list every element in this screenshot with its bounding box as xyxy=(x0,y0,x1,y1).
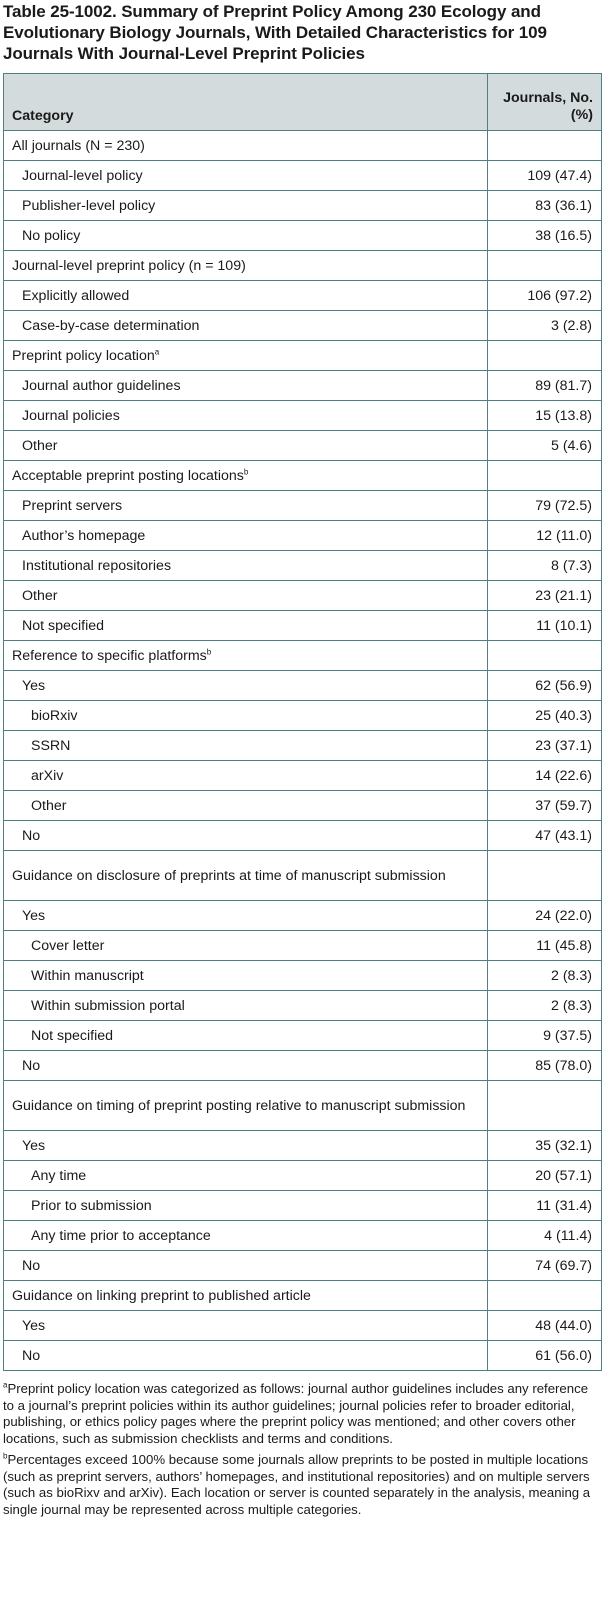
row-category xyxy=(4,641,488,671)
table-row xyxy=(4,931,602,961)
footnotes xyxy=(3,1381,603,1518)
row-value: 11 (45.8) xyxy=(488,931,602,961)
row-category xyxy=(4,221,488,251)
table-row xyxy=(4,461,602,491)
row-category xyxy=(4,281,488,311)
table-row xyxy=(4,1341,602,1371)
table-row xyxy=(4,191,602,221)
row-label: No xyxy=(22,1257,41,1274)
row-label: Other xyxy=(22,587,58,604)
row-value: 8 (7.3) xyxy=(488,551,602,581)
footnote-marker: b xyxy=(3,1451,8,1461)
table-row xyxy=(4,311,602,341)
row-label: Yes xyxy=(22,1137,46,1154)
table-body xyxy=(4,131,602,1371)
table-row xyxy=(4,581,602,611)
row-value xyxy=(488,1281,602,1311)
row-label: Explicitly allowed xyxy=(22,287,130,304)
table-row xyxy=(4,1281,602,1311)
row-label: Within manuscript xyxy=(31,967,144,984)
row-category xyxy=(4,1161,488,1191)
row-value: 25 (40.3) xyxy=(488,701,602,731)
row-value: 38 (16.5) xyxy=(488,221,602,251)
row-category xyxy=(4,611,488,641)
row-category xyxy=(4,341,488,371)
row-category xyxy=(4,1251,488,1281)
table-row xyxy=(4,161,602,191)
row-label: Journal-level preprint policy (n = 109) xyxy=(12,257,246,274)
table-row xyxy=(4,371,602,401)
row-value xyxy=(488,641,602,671)
table-row xyxy=(4,701,602,731)
row-label: Within submission portal xyxy=(31,997,185,1014)
footnote-marker: b xyxy=(243,466,249,476)
row-label: Prior to submission xyxy=(31,1197,152,1214)
row-value xyxy=(488,251,602,281)
footnote-text: Percentages exceed 100% because some journals allow preprints to be posted in multiple locations (such as preprint servers, authors’ homepages, and institutional repositories) and on multiple servers (such as bioRixv and arXiv). Each location or server is counted separately in the analysis, meaning a single journal may be represented across multiple categories. xyxy=(3,1452,591,1517)
row-value: 79 (72.5) xyxy=(488,491,602,521)
row-value: 109 (47.4) xyxy=(488,161,602,191)
row-value: 11 (10.1) xyxy=(488,611,602,641)
table-row xyxy=(4,251,602,281)
footnote-marker: b xyxy=(206,646,212,656)
row-value: 48 (44.0) xyxy=(488,1311,602,1341)
table-row xyxy=(4,1051,602,1081)
row-value: 83 (36.1) xyxy=(488,191,602,221)
row-label: All journals (N = 230) xyxy=(12,137,145,154)
row-category xyxy=(4,401,488,431)
row-label: Journal policies xyxy=(22,407,120,424)
column-header-category: Category xyxy=(4,74,488,131)
row-category xyxy=(4,551,488,581)
footnote-marker: a xyxy=(3,1380,8,1390)
row-label: Yes xyxy=(22,907,46,924)
row-value: 9 (37.5) xyxy=(488,1021,602,1051)
row-value: 61 (56.0) xyxy=(488,1341,602,1371)
footnote-marker: a xyxy=(154,346,160,356)
table-row xyxy=(4,641,602,671)
table-row xyxy=(4,1021,602,1051)
row-label: SSRN xyxy=(31,737,71,754)
row-category xyxy=(4,491,488,521)
row-label: Any time xyxy=(31,1167,87,1184)
table-row xyxy=(4,1081,602,1131)
row-label: Reference to specific platforms xyxy=(12,647,207,664)
table-row xyxy=(4,221,602,251)
row-category xyxy=(4,1081,488,1131)
row-label: Other xyxy=(22,437,58,454)
table-row xyxy=(4,491,602,521)
row-category xyxy=(4,931,488,961)
row-value: 24 (22.0) xyxy=(488,901,602,931)
row-label: Any time prior to acceptance xyxy=(31,1227,211,1244)
table-row xyxy=(4,731,602,761)
table-row xyxy=(4,991,602,1021)
row-label: arXiv xyxy=(31,767,64,784)
table-header-row xyxy=(4,74,602,131)
row-value: 5 (4.6) xyxy=(488,431,602,461)
row-category xyxy=(4,581,488,611)
row-label: No xyxy=(22,827,41,844)
table-row xyxy=(4,671,602,701)
table-row xyxy=(4,851,602,901)
row-category xyxy=(4,821,488,851)
row-category xyxy=(4,431,488,461)
table-row xyxy=(4,431,602,461)
row-category xyxy=(4,1341,488,1371)
table-row xyxy=(4,821,602,851)
row-label: No xyxy=(22,1347,41,1364)
row-value xyxy=(488,131,602,161)
row-value: 89 (81.7) xyxy=(488,371,602,401)
table-row xyxy=(4,551,602,581)
row-category xyxy=(4,761,488,791)
table-title: Table 25-1002. Summary of Preprint Policy Among 230 Ecology and Evolutionary Biology Journals, With Detailed Characteristics for 109 Journals With Journal-Level Preprint Policies xyxy=(3,2,547,63)
row-value: 14 (22.6) xyxy=(488,761,602,791)
table-row xyxy=(4,1161,602,1191)
row-value: 47 (43.1) xyxy=(488,821,602,851)
row-category xyxy=(4,191,488,221)
row-label: No policy xyxy=(22,227,81,244)
table-row xyxy=(4,901,602,931)
row-label: Institutional repositories xyxy=(22,557,172,574)
table-row xyxy=(4,1191,602,1221)
row-value xyxy=(488,1081,602,1131)
row-category xyxy=(4,161,488,191)
table-row xyxy=(4,1311,602,1341)
row-category xyxy=(4,671,488,701)
row-label: Preprint servers xyxy=(22,497,123,514)
row-value: 106 (97.2) xyxy=(488,281,602,311)
row-value xyxy=(488,851,602,901)
row-label: Author’s homepage xyxy=(22,527,146,544)
row-category xyxy=(4,791,488,821)
row-value: 35 (32.1) xyxy=(488,1131,602,1161)
row-label: Preprint policy location xyxy=(12,347,155,364)
row-category xyxy=(4,1051,488,1081)
table-row xyxy=(4,281,602,311)
row-category xyxy=(4,851,488,901)
table-row xyxy=(4,791,602,821)
row-value: 20 (57.1) xyxy=(488,1161,602,1191)
row-label: Guidance on timing of preprint posting relative to manuscript submission xyxy=(12,1097,466,1114)
column-header-journals: Journals, No. (%) xyxy=(488,74,602,131)
table-row xyxy=(4,131,602,161)
row-value: 12 (11.0) xyxy=(488,521,602,551)
table-row xyxy=(4,401,602,431)
row-category xyxy=(4,961,488,991)
row-label: Case-by-case determination xyxy=(22,317,200,334)
row-value: 4 (11.4) xyxy=(488,1221,602,1251)
table-row xyxy=(4,1221,602,1251)
row-value: 11 (31.4) xyxy=(488,1191,602,1221)
row-category xyxy=(4,461,488,491)
row-category xyxy=(4,1311,488,1341)
row-category xyxy=(4,1281,488,1311)
row-category xyxy=(4,731,488,761)
row-category xyxy=(4,991,488,1021)
row-value: 2 (8.3) xyxy=(488,991,602,1021)
table-row xyxy=(4,611,602,641)
row-value: 85 (78.0) xyxy=(488,1051,602,1081)
row-category xyxy=(4,311,488,341)
row-label: Other xyxy=(31,797,67,814)
row-value: 62 (56.9) xyxy=(488,671,602,701)
row-value: 74 (69.7) xyxy=(488,1251,602,1281)
row-value xyxy=(488,341,602,371)
row-value: 2 (8.3) xyxy=(488,961,602,991)
row-label: Not specified xyxy=(31,1027,114,1044)
row-value: 23 (37.1) xyxy=(488,731,602,761)
row-category xyxy=(4,131,488,161)
row-label: Not specified xyxy=(22,617,105,634)
row-category xyxy=(4,371,488,401)
row-label: Guidance on linking preprint to published article xyxy=(12,1287,311,1304)
row-category xyxy=(4,1131,488,1161)
row-label: Journal-level policy xyxy=(22,167,143,184)
row-label: Yes xyxy=(22,1317,46,1334)
footnote xyxy=(3,1452,597,1518)
row-category xyxy=(4,1191,488,1221)
table-row xyxy=(4,341,602,371)
row-label: Cover letter xyxy=(31,937,105,954)
table-row xyxy=(4,1131,602,1161)
row-value: 23 (21.1) xyxy=(488,581,602,611)
table-row xyxy=(4,761,602,791)
row-value xyxy=(488,461,602,491)
row-category xyxy=(4,1021,488,1051)
table-row xyxy=(4,1251,602,1281)
row-value: 37 (59.7) xyxy=(488,791,602,821)
row-label: No xyxy=(22,1057,41,1074)
row-category xyxy=(4,251,488,281)
row-label: bioRxiv xyxy=(31,707,78,724)
row-category xyxy=(4,1221,488,1251)
row-category xyxy=(4,901,488,931)
table-row xyxy=(4,961,602,991)
row-label: Publisher-level policy xyxy=(22,197,156,214)
row-value: 3 (2.8) xyxy=(488,311,602,341)
footnote-text: Preprint policy location was categorized as follows: journal author guidelines includes any reference to a journal’s preprint policies within its author guidelines; journal policies refer to broader editorial, publishing, or ethics policy pages where the preprint policy was mentioned; and other covers other locations, such as submission checklists and terms and conditions. xyxy=(3,1381,589,1446)
row-category xyxy=(4,521,488,551)
row-value: 15 (13.8) xyxy=(488,401,602,431)
footnote xyxy=(3,1381,597,1447)
table-row xyxy=(4,521,602,551)
row-label: Journal author guidelines xyxy=(22,377,181,394)
document xyxy=(0,1,603,1518)
row-category xyxy=(4,701,488,731)
row-label: Guidance on disclosure of preprints at time of manuscript submission xyxy=(12,867,446,884)
row-label: Yes xyxy=(22,677,46,694)
policy-table xyxy=(3,73,602,1371)
row-label: Acceptable preprint posting locations xyxy=(12,467,244,484)
